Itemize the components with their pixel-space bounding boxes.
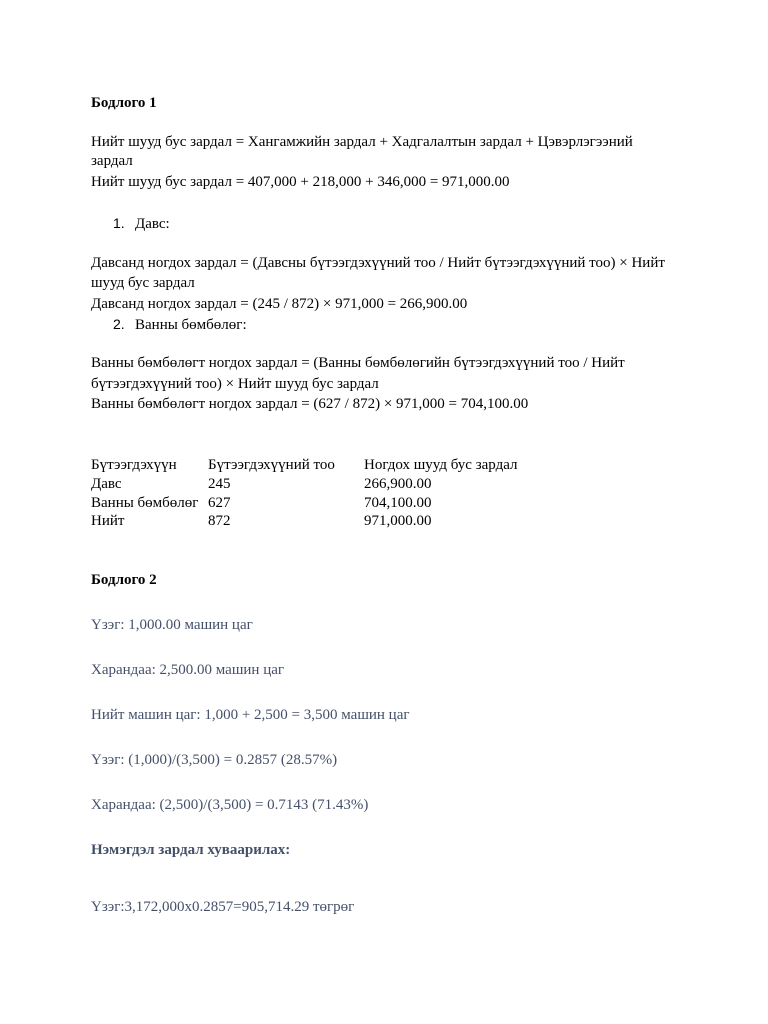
problem2-heading: Бодлого 2 [91,572,157,588]
total-indirect-formula-line2: зардал [91,153,133,169]
pen-overhead-allocation: Үзэг:3,172,000x0.2857=905,714.29 төгрөг [91,899,355,915]
table-cell: Давс [91,476,122,492]
table-header-allocated-cost: Ногдох шууд бус зардал [364,457,518,473]
list-label: Ванны бөмбөлөг: [135,317,247,333]
table-header-quantity: Бүтээгдэхүүний тоо [208,457,335,473]
table-cell: 245 [208,476,231,492]
problem1-heading: Бодлого 1 [91,95,157,111]
salt-formula-line1: Давсанд ногдох зардал = (Давсны бүтээгдэхүүний тоо / Нийт бүтээгдэхүүний тоо) × Нийт [91,255,665,271]
table-cell: Ванны бөмбөлөг [91,495,199,511]
pen-ratio: Үзэг: (1,000)/(3,500) = 0.2857 (28.57%) [91,752,338,768]
table-cell: Нийт [91,513,125,529]
bath-bomb-formula-line2: бүтээгдэхүүний тоо) × Нийт шууд бус зардал [91,376,379,392]
pen-machine-hours: Үзэг: 1,000.00 машин цаг [91,617,253,633]
table-cell: 872 [208,513,231,529]
table-cell: 971,000.00 [364,513,432,529]
salt-calc: Давсанд ногдох зардал = (245 / 872) × 971,000 = 266,900.00 [91,296,468,312]
table-header-product: Бүтээгдэхүүн [91,457,177,473]
salt-formula-line2: шууд бус зардал [91,275,195,291]
total-machine-hours: Нийт машин цаг: 1,000 + 2,500 = 3,500 машин цаг [91,707,410,723]
table-cell: 266,900.00 [364,476,432,492]
pencil-machine-hours: Харандаа: 2,500.00 машин цаг [91,662,285,678]
pencil-ratio: Харандаа: (2,500)/(3,500) = 0.7143 (71.43%) [91,797,369,813]
overhead-allocation-heading: Нэмэгдэл зардал хуваарилах: [91,842,291,858]
list-item-salt [113,214,170,233]
list-label: Давс: [135,216,170,232]
total-indirect-calc: Нийт шууд бус зардал = 407,000 + 218,000 + 346,000 = 971,000.00 [91,174,510,190]
list-number: 1. [113,215,125,231]
total-indirect-formula-line1: Нийт шууд бус зардал = Хангамжийн зардал + Хадгалалтын зардал + Цэвэрлэгээний [91,134,633,150]
table-cell: 627 [208,495,231,511]
bath-bomb-formula-line1: Ванны бөмбөлөгт ногдох зардал = (Ванны бөмбөлөгийн бүтээгдэхүүний тоо / Нийт [91,355,625,371]
list-item-bath-bomb [113,315,247,334]
bath-bomb-calc: Ванны бөмбөлөгт ногдох зардал = (627 / 872) × 971,000 = 704,100.00 [91,396,529,412]
table-cell: 704,100.00 [364,495,432,511]
list-number: 2. [113,316,125,332]
